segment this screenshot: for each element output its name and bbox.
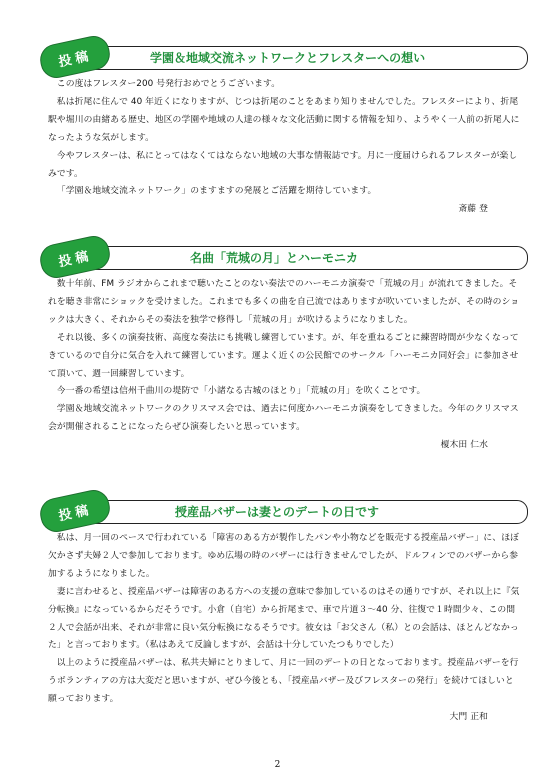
paragraph: 以上のように授産品バザーは、私共夫婦にとりまして、月に一回のデートの日となっております。授産品バザーを行うボランティアの方は大変だと思いますが、ぜひ今後とも、「授産品バザー及びフレスターの発行」を続けてほしいと願っております。 bbox=[48, 658, 519, 705]
article-header bbox=[40, 240, 528, 274]
article-3 bbox=[40, 494, 528, 727]
article-header bbox=[40, 494, 528, 528]
paragraph: 数十年前、FM ラジオからこれまで聴いたことのない奏法でのハーモニカ演奏で「荒城の月」が流れてきました。それを聴き非常にショックを受けました。これまでも多くの曲を自己流ではありますが吹いていましたが、その時のショックは大きく、それからその奏法を独学で修得し「荒城の月」が吹けるようになりました。 bbox=[48, 279, 520, 325]
author-name: 斎藤 登 bbox=[458, 204, 488, 215]
paragraph: 妻に言わせると、授産品バザーは障害のある方への支援の意味で参加しているのはその通りですが、それ以上に『気分転換』になっているからだそうです。小倉（自宅）から折尾まで、車で片道３～40 分、往復で１時間少々、この間２人で会話が出来、それが非常に良い気分転換になるそうです。彼女は「お父さん（私）との会話は、ほとんどなかった」と言っております。（私はあえて反論しますが、会話は十分していたつもりでした） bbox=[48, 586, 520, 651]
article-title: 学園＆地域交流ネットワークとフレスターへの想い bbox=[150, 51, 426, 65]
paragraph: 私は折尾に住んで 40 年近くになりますが、じつは折尾のことをあまり知りませんでした。フレスターにより、折尾駅や堀川の由緒ある歴史、地区の学園や地域の人達の様々な文化活動に関する情報を知り、ようやく一人前の折尾人になったような気がします。 bbox=[48, 96, 520, 143]
contribution-badge: 投稿 bbox=[37, 233, 113, 281]
article-2 bbox=[40, 240, 528, 455]
paragraph: 今やフレスターは、私にとってはなくてはならない地域の大事な情報誌です。月に一度届けられるフレスターが楽しみです。 bbox=[48, 150, 518, 179]
paragraph: それ以後、多くの演奏技術、高度な奏法にも挑戦し練習しています。が、年を重ねるごとに練習時間が少なくなってきているので自分に気合を入れて練習しています。運よく近くの公民館でのサークル「ハーモニカ同好会」に参加させて頂いて、週一回練習しています。 bbox=[48, 332, 519, 379]
article-header bbox=[40, 40, 528, 74]
paragraph: 「学園＆地域交流ネットワーク」のますますの発展とご活躍を期待しています。 bbox=[56, 186, 377, 197]
article-body bbox=[40, 530, 528, 727]
author-name: 大門 正和 bbox=[449, 712, 488, 723]
paragraph: 私は、月一回のペースで行われている「障害のある方が製作したパンや小物などを販売する授産品バザー」に、ほぼ欠かさず夫婦２人で参加しております。ゆめ広場の時のバザーには行きませんでしたが、ドルフィンでのバザーから参加するようになりました。 bbox=[48, 533, 519, 579]
article-body bbox=[40, 276, 528, 455]
paragraph: この度はフレスター200 号発行おめでとうございます。 bbox=[56, 79, 281, 89]
article-title: 名曲「荒城の月」とハーモニカ bbox=[190, 251, 359, 265]
paragraph: 学園＆地域交流ネットワークのクリスマス会では、過去に何度かハーモニカ演奏をしてきました。今年のクリスマス会が開催されることになったらぜひ演奏したいと思っています。 bbox=[48, 404, 519, 433]
paragraph: 今一番の希望は信州千曲川の堤防で「小諸なる古城のほとり」「荒城の月」を吹くことです。 bbox=[56, 386, 426, 397]
article-title: 授産品バザーは妻とのデートの日です bbox=[175, 505, 380, 519]
contribution-badge: 投稿 bbox=[37, 33, 113, 81]
article-1 bbox=[40, 40, 528, 219]
page-number: 2 bbox=[274, 760, 281, 770]
article-body bbox=[40, 76, 528, 219]
author-name: 榎木田 仁水 bbox=[440, 440, 488, 451]
contribution-badge: 投稿 bbox=[37, 487, 113, 535]
